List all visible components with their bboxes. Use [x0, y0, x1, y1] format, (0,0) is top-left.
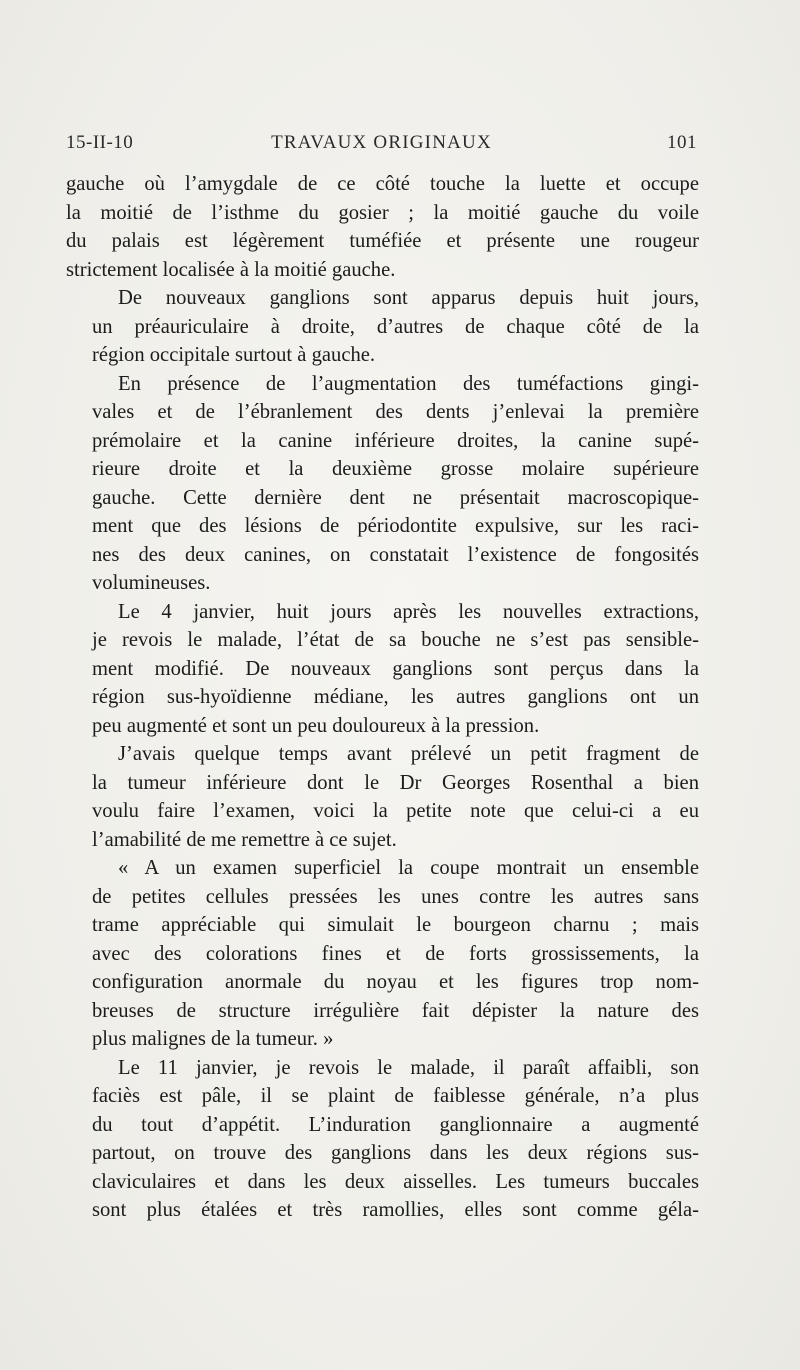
text-line: En présence de l’augmentation des tuméfactions gingi-	[118, 372, 699, 395]
text-line: Le 4 janvier, huit jours après les nouvelles extractions,	[118, 600, 699, 623]
text-line: nes des deux canines, on constatait l’existence de fongosités	[92, 543, 699, 566]
text-line: J’avais quelque temps avant prélevé un petit fragment de	[118, 743, 699, 765]
text-line: l’amabilité de me remettre à ce sujet.	[92, 828, 397, 851]
text-line: gauche où l’amygdale de ce côté touche la luette et occupe	[66, 173, 699, 195]
text-line: Le 11 janvier, je revois le malade, il paraît affaibli, son	[118, 1056, 699, 1079]
paragraph-11-janvier	[66, 1054, 699, 1225]
text-line: ment modifié. De nouveaux ganglions sont perçus dans la	[92, 657, 699, 680]
text-line: la moitié de l’isthme du gosier ; la moitié gauche du voile	[66, 201, 699, 224]
text-line: région occipitale surtout à gauche.	[92, 344, 376, 366]
text-line: du palais est légèrement tuméfiée et présente une rougeur	[66, 230, 699, 252]
text-line: volumineuses.	[92, 572, 211, 594]
running-head	[66, 132, 697, 158]
issue-date: 15-II-10	[66, 132, 134, 153]
body-text	[66, 170, 699, 1225]
paragraph-new-ganglions	[66, 284, 699, 370]
text-line: peu augmenté et sont un peu douloureux à la pression.	[92, 714, 540, 737]
page-number: 101	[667, 132, 697, 153]
text-line: sont plus étalées et très ramollies, elles sont comme géla-	[92, 1199, 699, 1221]
text-line: je revois le malade, l’état de sa bouche ne s’est pas sensible-	[92, 629, 699, 651]
text-line: la tumeur inférieure dont le Dr Georges Rosenthal a bien	[92, 771, 699, 794]
text-line: prémolaire et la canine inférieure droites, la canine supé-	[92, 429, 699, 452]
text-line: gauche. Cette dernière dent ne présentait macroscopique-	[92, 486, 699, 509]
text-line: plus malignes de la tumeur. »	[92, 1028, 334, 1050]
paragraph-extractions	[66, 370, 699, 598]
text-line: rieure droite et la deuxième grosse molaire supérieure	[92, 458, 699, 480]
text-line: voulu faire l’examen, voici la petite note que celui-ci a eu	[92, 800, 699, 822]
text-line: un préauriculaire à droite, d’autres de chaque côté de la	[92, 315, 699, 338]
text-line: ment que des lésions de périodontite expulsive, sur les raci-	[92, 515, 699, 537]
text-line: breuses de structure irrégulière fait dépister la nature des	[92, 999, 699, 1022]
text-line: strictement localisée à la moitié gauche.	[66, 258, 396, 281]
text-line: faciès est pâle, il se plaint de faiblesse générale, n’a plus	[92, 1085, 699, 1107]
text-line: trame appréciable qui simulait le bourgeon charnu ; mais	[92, 914, 699, 936]
paragraph-quoted-note	[66, 854, 699, 1054]
text-line: vales et de l’ébranlement des dents j’enlevai la première	[92, 401, 699, 423]
text-line: avec des colorations fines et de forts grossissements, la	[92, 942, 699, 965]
text-line: de petites cellules pressées les unes contre les autres sans	[92, 885, 699, 908]
text-line: du tout d’appétit. L’induration ganglionnaire a augmenté	[92, 1113, 699, 1136]
paragraph-fragment-exam	[66, 740, 699, 854]
text-line: configuration anormale du noyau et les figures trop nom-	[92, 971, 699, 993]
section-title: TRAVAUX ORIGINAUX	[271, 132, 492, 153]
text-line: « A un examen superficiel la coupe montrait un ensemble	[118, 857, 699, 879]
paragraph-4-janvier	[66, 598, 699, 741]
text-line: partout, on trouve des ganglions dans les deux régions sus-	[92, 1142, 699, 1164]
text-line: région sus-hyoïdienne médiane, les autres ganglions ont un	[92, 686, 699, 708]
text-line: claviculaires et dans les deux aisselles. Les tumeurs buccales	[92, 1170, 699, 1193]
paragraph-continued	[66, 170, 699, 284]
text-line: De nouveaux ganglions sont apparus depuis huit jours,	[118, 287, 699, 309]
